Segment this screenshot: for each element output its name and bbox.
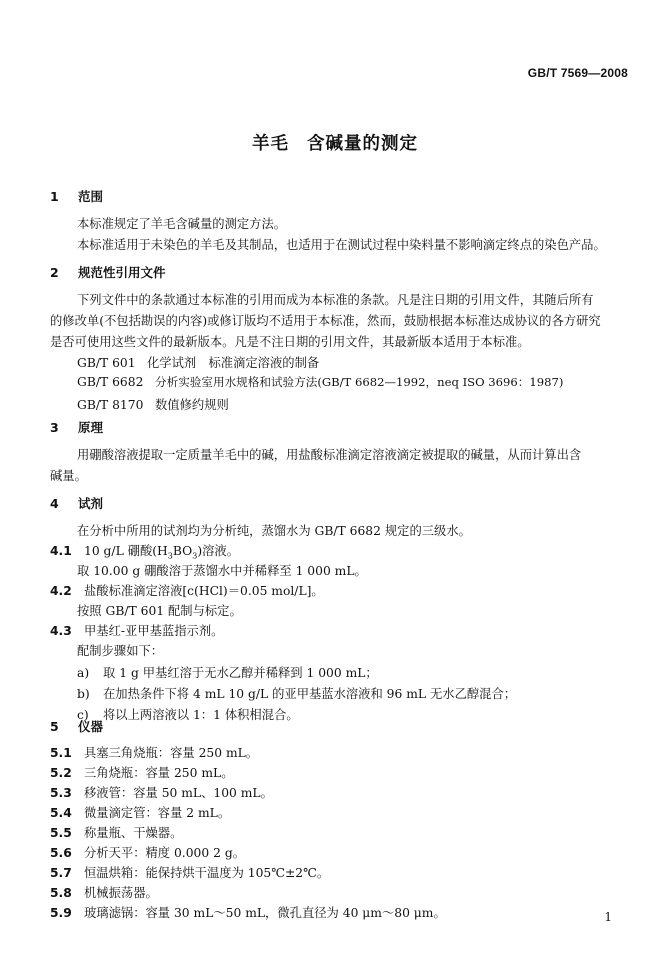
item-text: 机械振荡器。 [84,886,158,900]
list-label: a) [77,666,90,680]
section-1-heading [50,187,103,205]
item-text: 恒温烘箱：能保持烘干温度为 105℃±2℃。 [84,866,330,880]
subclause-text: 10 g/L 硼酸$(H_3BO_3)$溶液。 [84,544,240,561]
subclause-text: 盐酸标准滴定溶液[c(HCl)＝0.05 mol/L]。 [84,584,324,598]
item-number: 5.6 [50,846,72,860]
section-5-heading [50,717,103,735]
title-part-2: 含碱量的测定 [307,134,418,154]
reference-title: 数值修约规则 [155,398,229,412]
reference-title: 化学试剂 标准滴定溶液的制备 [147,356,320,370]
section-number: 5 [50,719,59,734]
reference-item [77,395,229,413]
paragraph: 在分析中所用的试剂均为分析纯，蒸馏水为 GB/T 6682 规定的三级水。 [77,524,471,538]
section-title: 原理 [78,420,104,435]
page-number: 1 [604,910,612,924]
paragraph-line: 用硼酸溶液提取一定质量羊毛中的碱，用盐酸标准滴定溶液滴定被提取的碱量，从而计算出含 [77,448,582,462]
item-text: 称量瓶、干燥器。 [84,826,183,840]
item-number: 5.3 [50,786,72,800]
section-number: 4 [50,496,59,511]
reference-code: GB/T 8170 [77,398,144,412]
instrument-item [50,823,182,841]
subclause-number: 4.3 [50,624,72,638]
section-3-heading [50,418,103,436]
list-label: c) [77,708,89,722]
list-text: 在加热条件下将 4 mL 10 g/L 的亚甲基蓝水溶液和 96 mL 无水乙醇混合； [103,687,517,701]
paragraph-line: 下列文件中的条款通过本标准的引用而成为本标准的条款。凡是注日期的引用文件，其随后所有 [77,293,594,307]
section-title: 仪器 [78,719,104,734]
reference-code: GB/T 601 [77,356,136,370]
paragraph-line: 的修改单(不包括勘误的内容)或修订版均不适用于本标准，然而，鼓励根据本标准达成协议的各方研究 [50,314,601,328]
paragraph: 配制步骤如下： [77,644,164,658]
item-number: 5.9 [50,906,72,920]
reference-title: 分析实验室用水规格和试验方法(GB/T 6682—1992，neq ISO 3696：1987) [155,375,564,389]
item-text: 玻璃滤锅：容量 30 mL～50 mL，微孔直径为 40 μm～80 μm。 [84,906,446,920]
subclause-4-1 [50,541,239,560]
subclause-number: 4.2 [50,584,72,598]
paragraph: 本标准适用于未染色的羊毛及其制品，也适用于在测试过程中染料量不影响滴定终点的染色产品。 [77,238,606,252]
list-item [77,705,299,723]
item-text: 分析天平：精度 0.000 2 g。 [84,846,246,860]
paragraph: 按照 GB/T 601 配制与标定。 [77,604,242,618]
paragraph-line: 是否可使用这些文件的最新版本。凡是不注日期的引用文件，其最新版本适用于本标准。 [50,335,530,349]
subclause-number: 4.1 [50,544,72,558]
subclause-4-2 [50,581,324,599]
section-2-heading [50,263,166,281]
item-text: 移液管：容量 50 mL、100 mL。 [84,786,273,800]
subclause-4-3 [50,621,223,639]
standard-number: GB/T 7569—2008 [527,66,628,80]
item-number: 5.2 [50,766,72,780]
section-number: 3 [50,420,59,435]
section-4-heading [50,494,103,512]
list-item [77,684,516,702]
list-text: 将以上两溶液以 1：1 体积相混合。 [103,708,299,722]
item-text: 微量滴定管：容量 2 mL。 [84,806,231,820]
subclause-text: 甲基红-亚甲基蓝指示剂。 [84,624,224,638]
section-title: 规范性引用文件 [78,265,166,280]
section-title: 范围 [78,189,104,204]
item-text: 三角烧瓶：容量 250 mL。 [84,766,234,780]
instrument-item [50,843,245,861]
list-text: 取 1 g 甲基红溶于无水乙醇并稀释到 1 000 mL； [103,666,378,680]
item-number: 5.4 [50,806,72,820]
paragraph: 本标准规定了羊毛含碱量的测定方法。 [77,217,287,231]
item-number: 5.8 [50,886,72,900]
instrument-item [50,803,230,821]
item-number: 5.5 [50,826,72,840]
instrument-item [50,883,158,901]
reference-item [77,374,563,390]
paragraph: 取 10.00 g 硼酸溶于蒸馏水中并稀释至 1 000 mL。 [77,564,367,578]
reference-code: GB/T 6682 [77,375,144,389]
list-label: b) [77,687,90,701]
item-number: 5.1 [50,746,72,760]
item-text: 具塞三角烧瓶：容量 250 mL。 [84,746,259,760]
title-part-1: 羊毛 [252,134,289,154]
instrument-item [50,863,329,881]
paragraph-line: 碱量。 [50,469,87,483]
list-item [77,663,378,681]
instrument-item [50,783,273,801]
instrument-item [50,763,234,781]
section-number: 2 [50,265,59,280]
page-title [0,130,670,155]
section-number: 1 [50,189,59,204]
section-title: 试剂 [78,496,104,511]
item-number: 5.7 [50,866,72,880]
instrument-item [50,743,258,761]
reference-item [77,353,319,371]
instrument-item [50,903,446,921]
